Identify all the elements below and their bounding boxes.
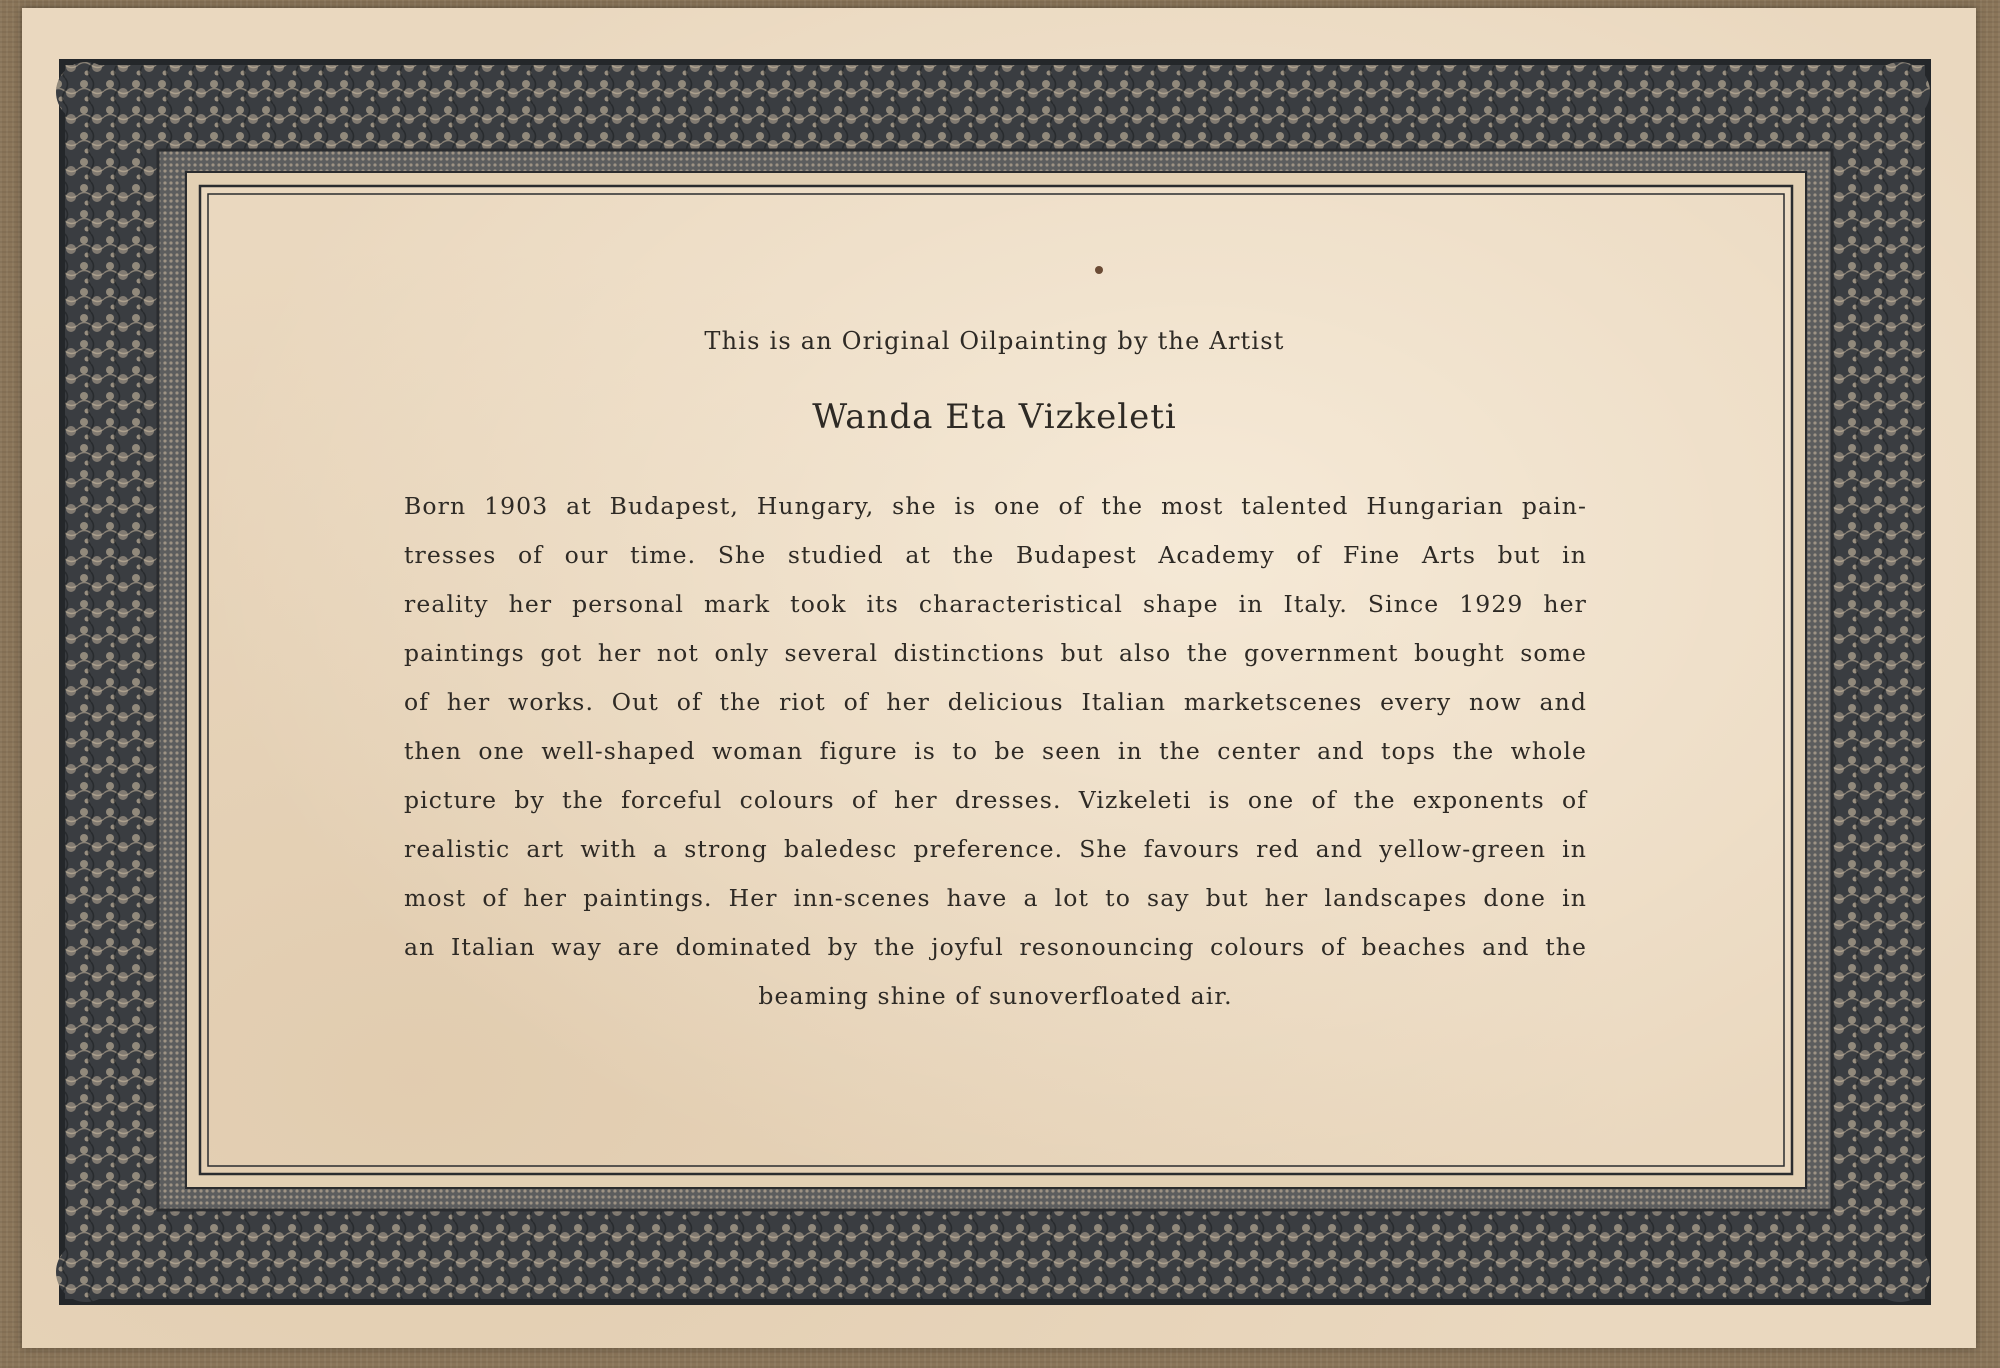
biography-line: tresses of our time. She studied at the Budapest Academy of Fine Arts but in xyxy=(404,541,1587,569)
certificate-text-panel xyxy=(212,197,1777,1132)
certificate-heading: This is an Original Oilpainting by the Artist xyxy=(704,327,1285,355)
biography-line: Born 1903 at Budapest, Hungary, she is one of the most talented Hungarian pain- xyxy=(404,492,1587,520)
artist-name: Wanda Eta Vizkeleti xyxy=(812,397,1177,437)
biography-line: most of her paintings. Her inn-scenes have a lot to say but her landscapes done in xyxy=(404,884,1587,912)
biography-line: realistic art with a strong baledesc preference. She favours red and yellow-green in xyxy=(404,835,1587,863)
biography-line: then one well-shaped woman figure is to be seen in the center and tops the whole xyxy=(404,737,1587,765)
biography-line: reality her personal mark took its characteristical shape in Italy. Since 1929 her xyxy=(404,590,1587,618)
biography-line: of her works. Out of the riot of her delicious Italian marketscenes every now and xyxy=(404,688,1587,716)
artist-biography xyxy=(404,482,1587,1021)
biography-line: picture by the forceful colours of her dresses. Vizkeleti is one of the exponents of xyxy=(404,786,1587,814)
biography-line: an Italian way are dominated by the joyful resonouncing colours of beaches and the xyxy=(404,933,1587,961)
biography-line: paintings got her not only several distinctions but also the government bought some xyxy=(404,639,1587,667)
biography-line: beaming shine of sunoverfloated air. xyxy=(758,982,1233,1010)
